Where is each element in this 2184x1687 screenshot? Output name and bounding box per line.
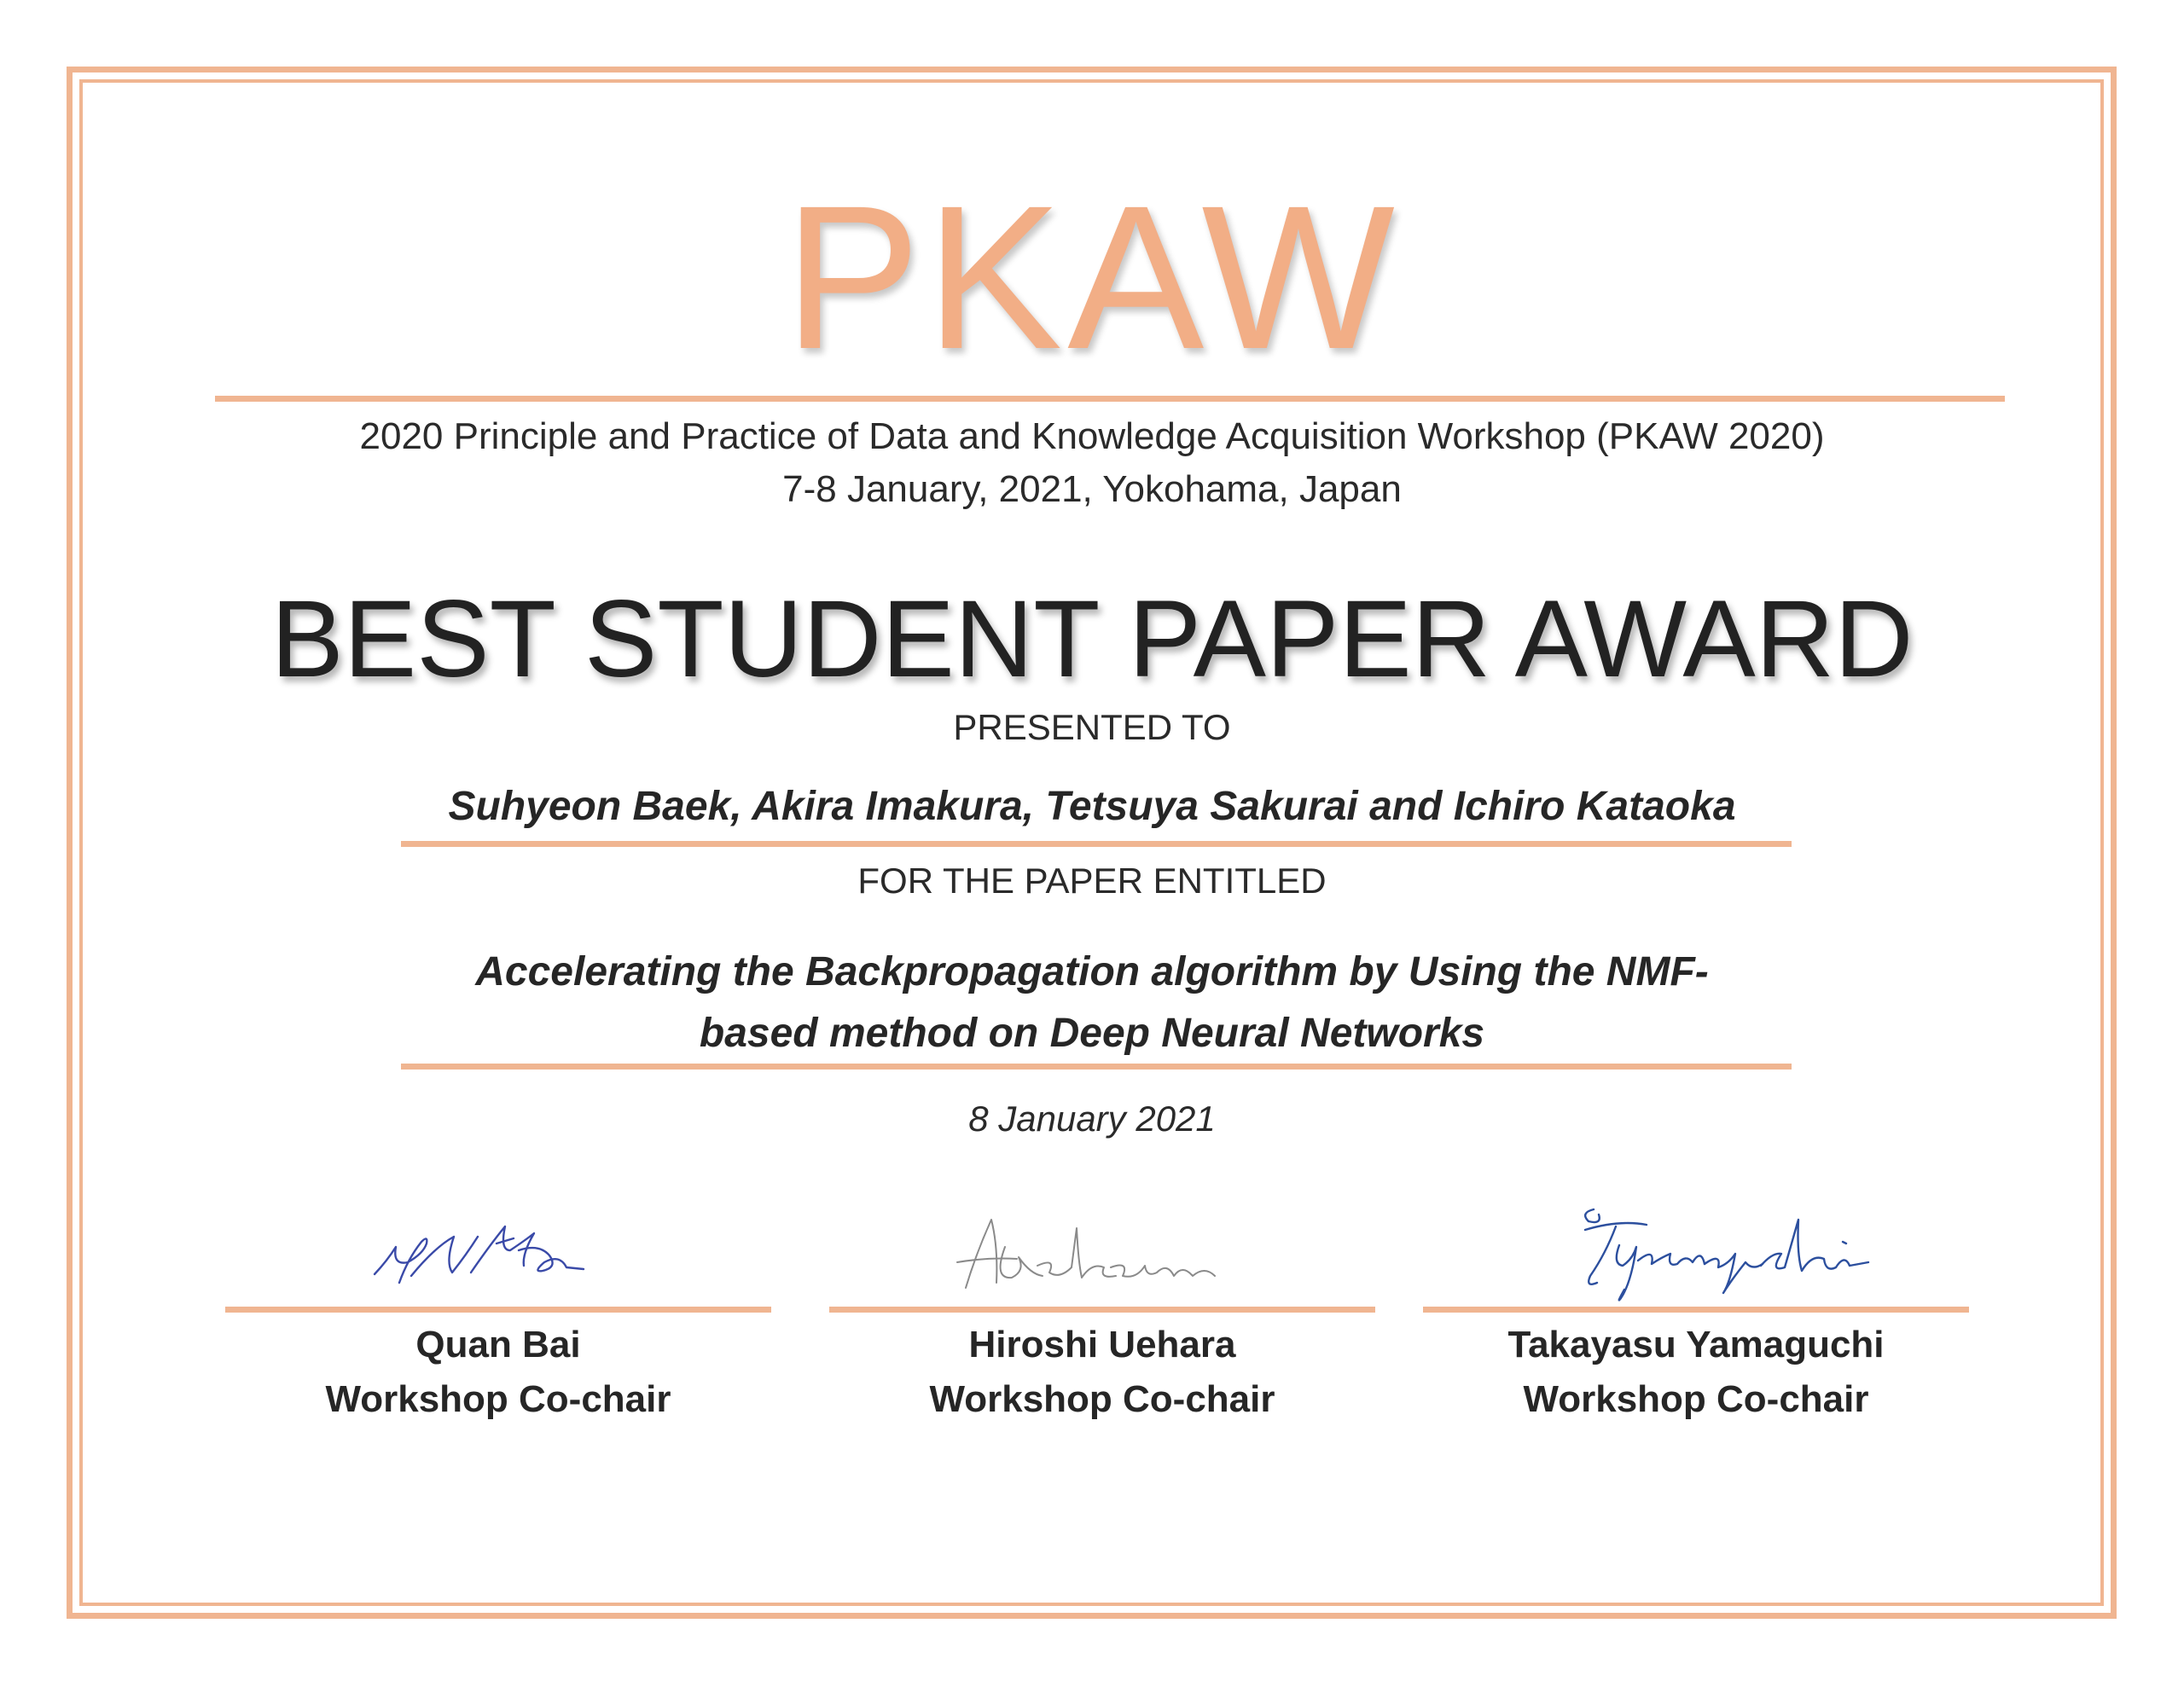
- signature-takayasu-yamaguchi: [1423, 1194, 1969, 1305]
- signature-line-1: [225, 1307, 771, 1313]
- workshop-name: 2020 Principle and Practice of Data and Knowledge Acquisition Workshop (PKAW 2020): [359, 415, 1825, 457]
- award-date: 8 January 2021: [968, 1099, 1216, 1139]
- signer-role: Workshop Co-chair: [929, 1378, 1275, 1420]
- signature-line-2: [829, 1307, 1375, 1313]
- signature-line-3: [1423, 1307, 1969, 1313]
- signer-name: Quan Bai: [415, 1324, 581, 1365]
- recipient-names: Suhyeon Baek, Akira Imakura, Tetsuya Sakurai and Ichiro Kataoka: [448, 784, 1736, 829]
- signature-hiroshi-uehara: [829, 1194, 1375, 1305]
- signer-name: Takayasu Yamaguchi: [1507, 1324, 1885, 1365]
- pkaw-logo: PKAW: [784, 163, 1400, 391]
- signer-role: Workshop Co-chair: [1523, 1378, 1869, 1420]
- paper-title-line-1: Accelerating the Backpropagation algorithm by Using the NMF-: [475, 949, 1709, 994]
- award-title: BEST STUDENT PAPER AWARD: [270, 578, 1914, 700]
- paper-title-line-2: based method on Deep Neural Networks: [699, 1011, 1485, 1056]
- recipients-divider: [401, 841, 1792, 847]
- header-divider: [215, 396, 2005, 402]
- signature-quan-bai: [225, 1194, 771, 1305]
- workshop-date-location: 7-8 January, 2021, Yokohama, Japan: [782, 468, 1402, 510]
- signer-role: Workshop Co-chair: [325, 1378, 671, 1420]
- presented-to-label: PRESENTED TO: [953, 707, 1231, 747]
- paper-title-divider: [401, 1064, 1792, 1070]
- signer-name: Hiroshi Uehara: [968, 1324, 1236, 1365]
- paper-entitled-label: FOR THE PAPER ENTITLED: [857, 861, 1327, 901]
- paper-title: [0, 942, 2184, 1064]
